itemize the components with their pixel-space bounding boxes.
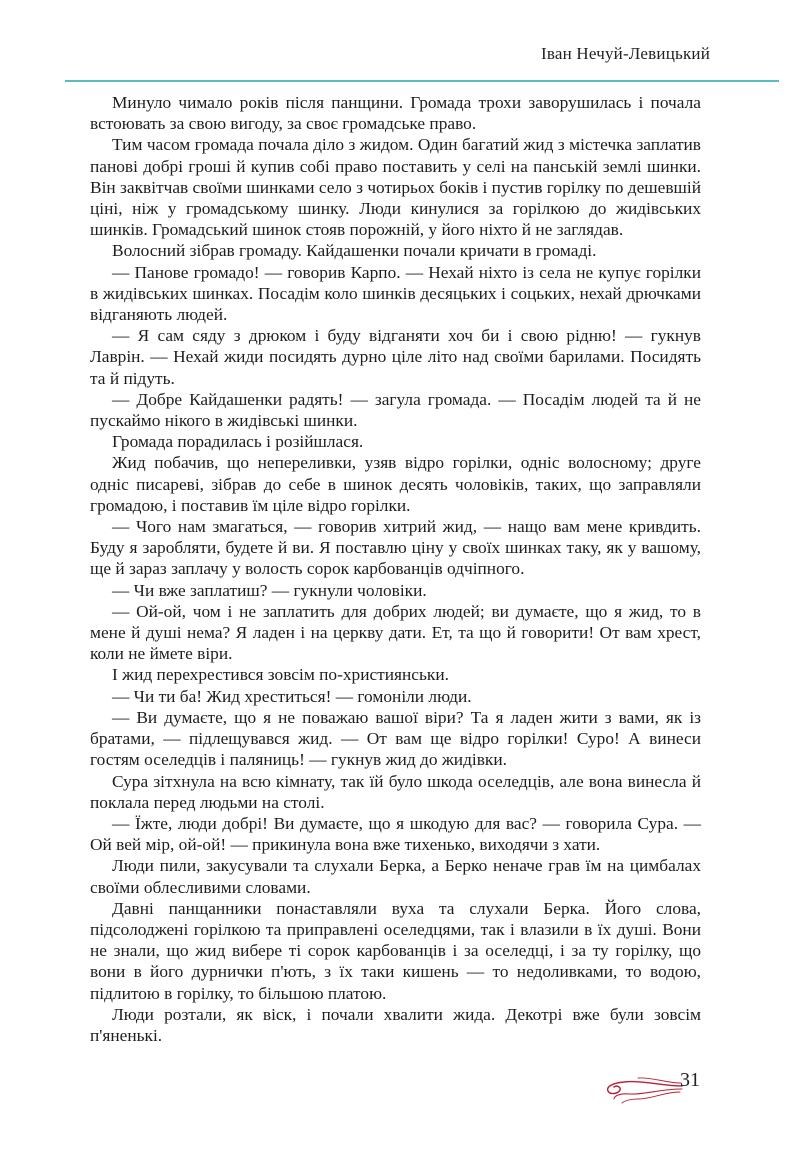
paragraph: Громада порадилась і розійшлася. — [112, 432, 364, 452]
paragraph: І жид перехрестився зовсім по-християнськи. — [112, 665, 449, 685]
paragraph: — Їжте, люди добрі! Ви думаєте, що я шкодую для вас? — говорила Сура. — Ой вей мір, ой-ой! — прикинула вона вже тихенько, виходячи з хати. — [90, 813, 701, 855]
paragraph: Волосний зібрав громаду. Кайдашенки почали кричати в громаді. — [112, 241, 597, 261]
paragraph: — Ви думаєте, що я не поважаю вашої віри? Та я ладен жити з вами, як із братами, — підлещувався жид. — От вам ще відро горілки! Суро! А винеси гостям оселедців і паляниць! — гукнув жид до жидівки. — [90, 707, 701, 770]
paragraph: — Чи вже заплатиш? — гукнули чоловіки. — [112, 580, 427, 600]
page-number: 31 — [680, 1069, 700, 1091]
header-divider — [65, 80, 779, 82]
paragraph: Давні панщанники понаставляли вуха та слухали Берка. Його слова, підсолоджені горілкою та приправлені оселедцями, так і влазили в їх душі. Вони не знали, що жид вибере ті сорок карбованців і за оселедці, і за ту горілку, що вони в його дурнички п'ють, з їх таки кишень — то недоливками, то водою, підлитою в горілку, то більшою платою. — [90, 898, 701, 1003]
paragraph: — Чого нам змагаться, — говорив хитрий жид, — нащо вам мене кривдить. Буду я заробляти, будете й ви. Я поставлю ціну у своїх шинках таку, як у вашому, ще й зараз заплачу у волость сорок карбованців одчіпного. — [90, 517, 701, 579]
paragraph: — Чи ти ба! Жид хреститься! — гомоніли люди. — [112, 686, 472, 706]
paragraph: Сура зітхнула на всю кімнату, так їй було шкода оселедців, але вона винесла й поклала перед людьми на столі. — [90, 771, 701, 812]
paragraph: Люди розтали, як віск, і почали хвалити жида. Декотрі вже були зовсім п'яненькі. — [90, 1004, 701, 1045]
paragraph: — Добре Кайдашенки радять! — загула громада. — Посадім людей та й не пускаймо нікого в жидівські шинки. — [90, 389, 701, 431]
paragraph: — Панове громадо! — говорив Карпо. — Нехай ніхто із села не купує горілки в жидівських шинках. Посадім коло шинків десяцьких і соцьких, нехай дрючками відганяють людей. — [90, 262, 701, 325]
paragraph: Жид побачив, що непереливки, узяв відро горілки, одніс волосному; друге одніс писареві, зібрав до себе в шинок десять чоловіків, таких, що заправляли громадою, і поставив їм ціле відро горілки. — [90, 453, 701, 515]
paragraph: Люди пили, закусували та слухали Берка, а Берко неначе грав їм на цимбалах своїми облесливими словами. — [90, 856, 701, 897]
paragraph: — Ой-ой, чом і не заплатить для добрих людей; ви думаєте, що я жид, то в мене й душі нема? Я ладен і на церкву дати. Ет, та що й говорити! От вам хрест, коли не ймете віри. — [90, 601, 701, 664]
paragraph: Минуло чимало років після панщини. Громада трохи заворушилась і почала встоювать за свою вигоду, за своє громадське право. — [90, 93, 701, 134]
paragraph: — Я сам сяду з дрюком і буду відганяти хоч би і свою рідню! — гукнув Лаврін. — Нехай жиди посидять дурно ціле літо над своїми барилами. Посидять та й підуть. — [90, 326, 701, 388]
paragraph: Тим часом громада почала діло з жидом. Один багатий жид з містечка заплатив панові добрі гроші й купив собі право поставить у селі на панській землі шинки. Він заквітчав своїми шинками село з чотирьох боків і пустив горілку по дешевшій ціні, ніж у громадському шинку. Люди кинулися за горілкою до жидівських шинків. Громадський шинок стояв порожній, у його ніхто й не заглядав. — [90, 135, 701, 240]
header-author: Іван Нечуй-Левицький — [541, 44, 710, 63]
flourish-ornament-icon — [602, 1068, 684, 1106]
body-text — [90, 92, 701, 1046]
